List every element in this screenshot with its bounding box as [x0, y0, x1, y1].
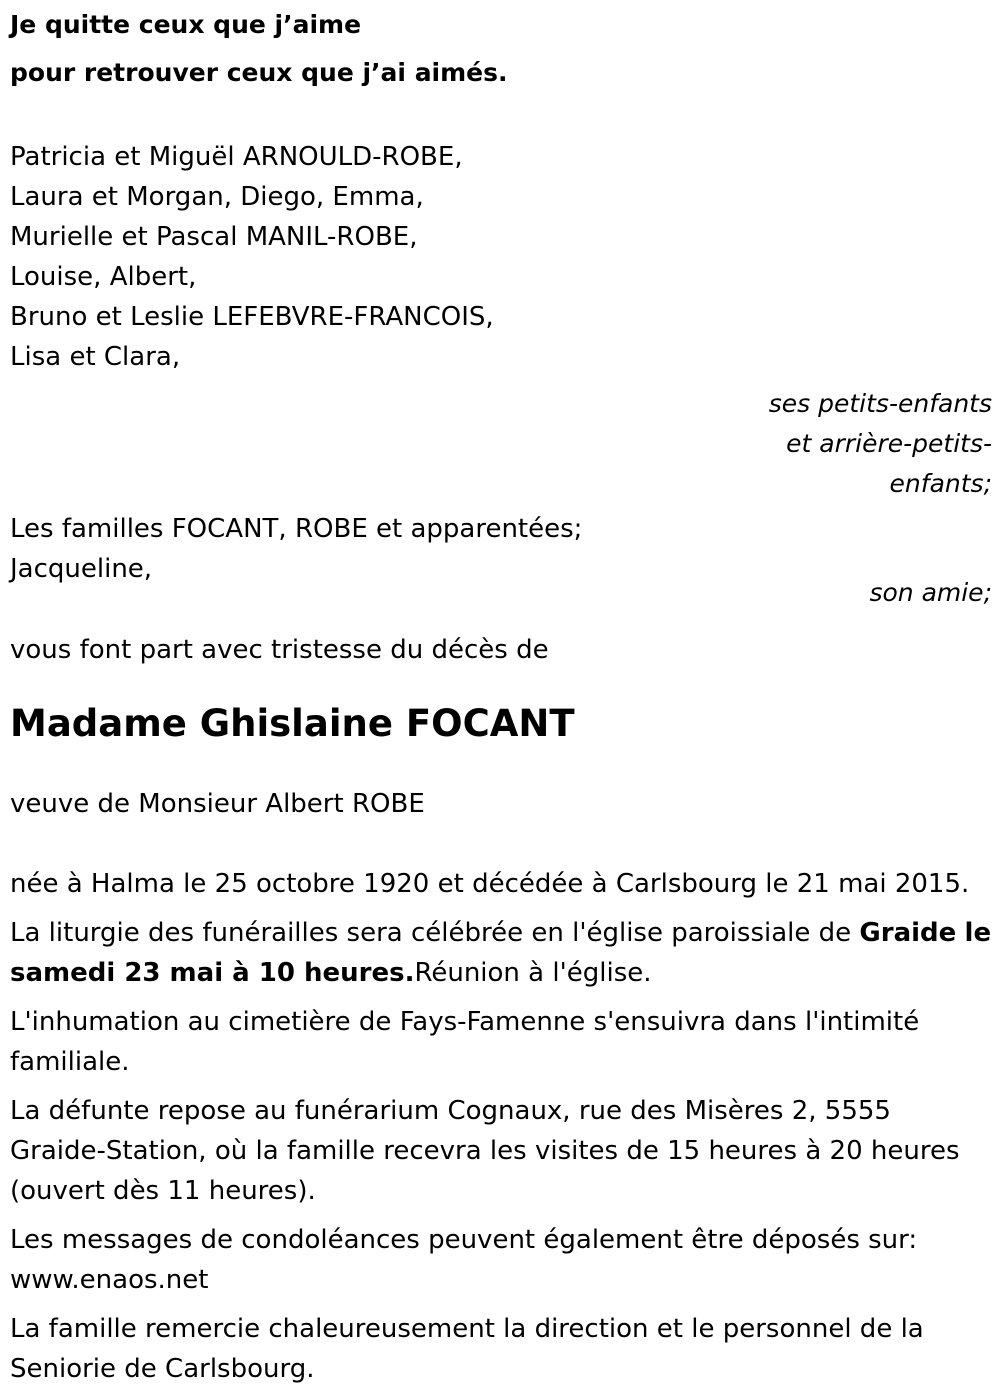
relation-grandchildren — [10, 384, 992, 504]
condolences-paragraph — [10, 1220, 992, 1300]
repose-paragraph: La défunte repose au funérarium Cognaux, rue des Misères 2, 5555 Graide-Station, où la famille recevra les visites de 15 heures à 20 heures (ouvert dès 11 heures). — [10, 1096, 960, 1206]
family-line: Lisa et Clara, — [10, 342, 181, 372]
thanks-paragraph: La famille remercie chaleureusement la direction et le personnel de la Seniorie de Carlsbourg. — [10, 1314, 924, 1384]
relation-line: et arrière-petits- — [786, 429, 992, 458]
obituary-notice — [10, 0, 992, 1389]
burial-paragraph: L'inhumation au cimetière de Fays-Famenne s'ensuivra dans l'intimité familiale. — [10, 1007, 920, 1077]
friend-line: Jacqueline, — [10, 554, 153, 584]
family-line: Patricia et Miguël ARNOULD-ROBE, — [10, 142, 463, 172]
family-list — [10, 137, 992, 377]
family-line: Bruno et Leslie LEFEBVRE-FRANCOIS, — [10, 302, 494, 332]
relation-line: ses petits-enfants — [768, 389, 992, 418]
relation-friend: son amie; — [869, 578, 992, 607]
birth-death-dates: née à Halma le 25 octobre 1920 et décédée à Carlsbourg le 21 mai 2015. — [10, 869, 970, 899]
deceased-name: Madame Ghislaine FOCANT — [10, 702, 575, 745]
announcement-text: vous font part avec tristesse du décès de — [10, 635, 549, 665]
family-line: Louise, Albert, — [10, 262, 197, 292]
family-line: Laura et Morgan, Diego, Emma, — [10, 182, 424, 212]
family-line: Murielle et Pascal MANIL-ROBE, — [10, 222, 418, 252]
liturgy-paragraph — [10, 913, 992, 993]
widow-of: veuve de Monsieur Albert ROBE — [10, 789, 425, 819]
quote-line-1: Je quitte ceux que j’aime — [10, 10, 362, 39]
condolences-url[interactable]: www.enaos.net — [10, 1265, 209, 1295]
condolences-text: Les messages de condoléances peuvent également être déposés sur: — [10, 1225, 918, 1255]
liturgy-place: Graide — [859, 918, 957, 948]
quote-line-2: pour retrouver ceux que j’ai aimés. — [10, 58, 508, 87]
relation-line: enfants; — [889, 469, 992, 498]
families-line: Les familles FOCANT, ROBE et apparentées; — [10, 514, 583, 544]
liturgy-gathering: Réunion à l'église. — [414, 958, 652, 988]
liturgy-text: La liturgie des funérailles sera célébrée en l'église paroissiale de — [10, 918, 860, 948]
liturgy-datetime: le samedi 23 mai à 10 heures. — [10, 918, 992, 988]
